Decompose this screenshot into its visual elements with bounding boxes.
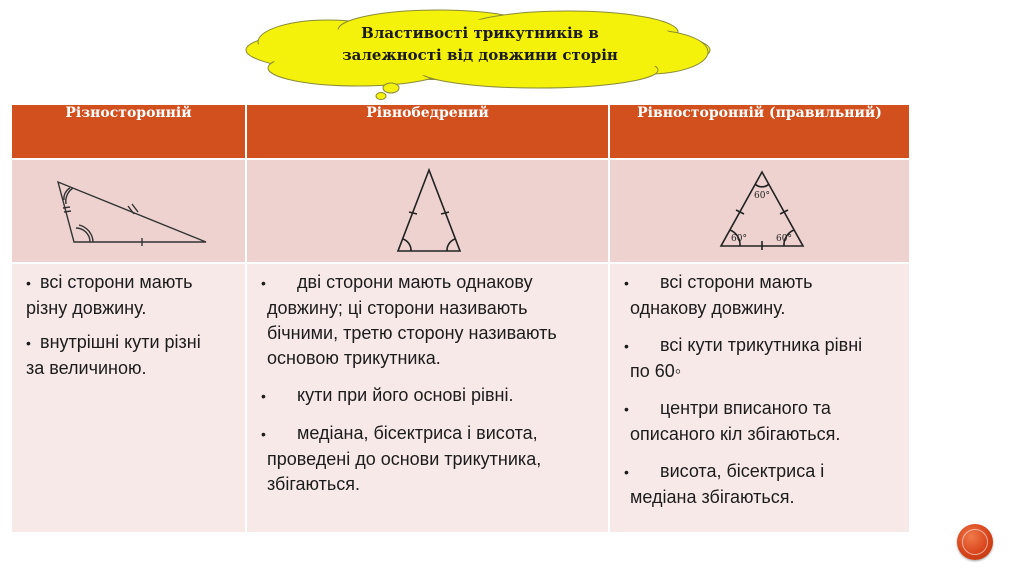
- right-angle-label: 60°: [776, 234, 792, 244]
- list-item: • внутрішні кути різні за величиною.: [26, 332, 201, 378]
- text-row: [12, 263, 909, 532]
- slide-nav-orb-icon[interactable]: [957, 524, 993, 560]
- bullet-icon: •: [624, 338, 629, 354]
- scalene-text-cell: [12, 263, 246, 532]
- list-item: • висота, бісектриса і медіана збігаються.: [618, 459, 899, 510]
- list-item: • кути при його основі рівні.: [255, 383, 598, 409]
- bullet-icon: •: [624, 275, 629, 291]
- callout-title: [300, 22, 660, 66]
- list-item: • всі сторони мають різну довжину.: [26, 272, 193, 318]
- callout-line-2: залежності від довжини сторін: [342, 46, 618, 64]
- scalene-figure-cell: [12, 159, 246, 263]
- bullet-icon: •: [26, 275, 31, 291]
- callout-line-1: Властивості трикутників в: [361, 24, 599, 42]
- isosceles-triangle-figure: [392, 167, 466, 255]
- list-item: • всі кути трикутника рівні по 60◦: [618, 333, 899, 384]
- figure-row: [12, 159, 909, 263]
- scalene-triangle-figure: [52, 178, 212, 250]
- equilateral-text-cell: [609, 263, 909, 532]
- left-angle-label: 60°: [731, 234, 747, 244]
- list-item: • центри вписаного та описаного кіл збігаються.: [618, 396, 899, 447]
- list-item: • дві сторони мають однакову довжину; ці сторони називають бічними, третю сторону називають основою трикутника.: [255, 270, 598, 371]
- isosceles-properties-list: [247, 264, 608, 497]
- bullet-icon: •: [26, 335, 31, 351]
- header-isosceles: Рівнобедрений: [246, 105, 609, 159]
- scalene-properties-list: [12, 264, 245, 381]
- bullet-icon: •: [261, 426, 266, 442]
- equilateral-figure-cell: [609, 159, 909, 263]
- bullet-icon: •: [261, 388, 266, 404]
- bullet-icon: •: [261, 275, 266, 291]
- equilateral-triangle-figure: [717, 168, 807, 250]
- header-scalene: Різносторонній: [12, 105, 246, 159]
- isosceles-text-cell: [246, 263, 609, 532]
- isosceles-figure-cell: [246, 159, 609, 263]
- triangle-properties-table: [12, 105, 909, 532]
- equilateral-properties-list: [610, 264, 909, 510]
- list-item: • медіана, бісектриса і висота, проведені до основи трикутника, збігаються.: [255, 421, 598, 497]
- bullet-icon: •: [624, 464, 629, 480]
- apex-angle-label: 60°: [754, 191, 770, 201]
- list-item: • всі сторони мають однакову довжину.: [618, 270, 899, 321]
- bullet-icon: •: [624, 401, 629, 417]
- table-header-row: [12, 105, 909, 159]
- header-equilateral: Рівносторонній (правильний): [609, 105, 909, 159]
